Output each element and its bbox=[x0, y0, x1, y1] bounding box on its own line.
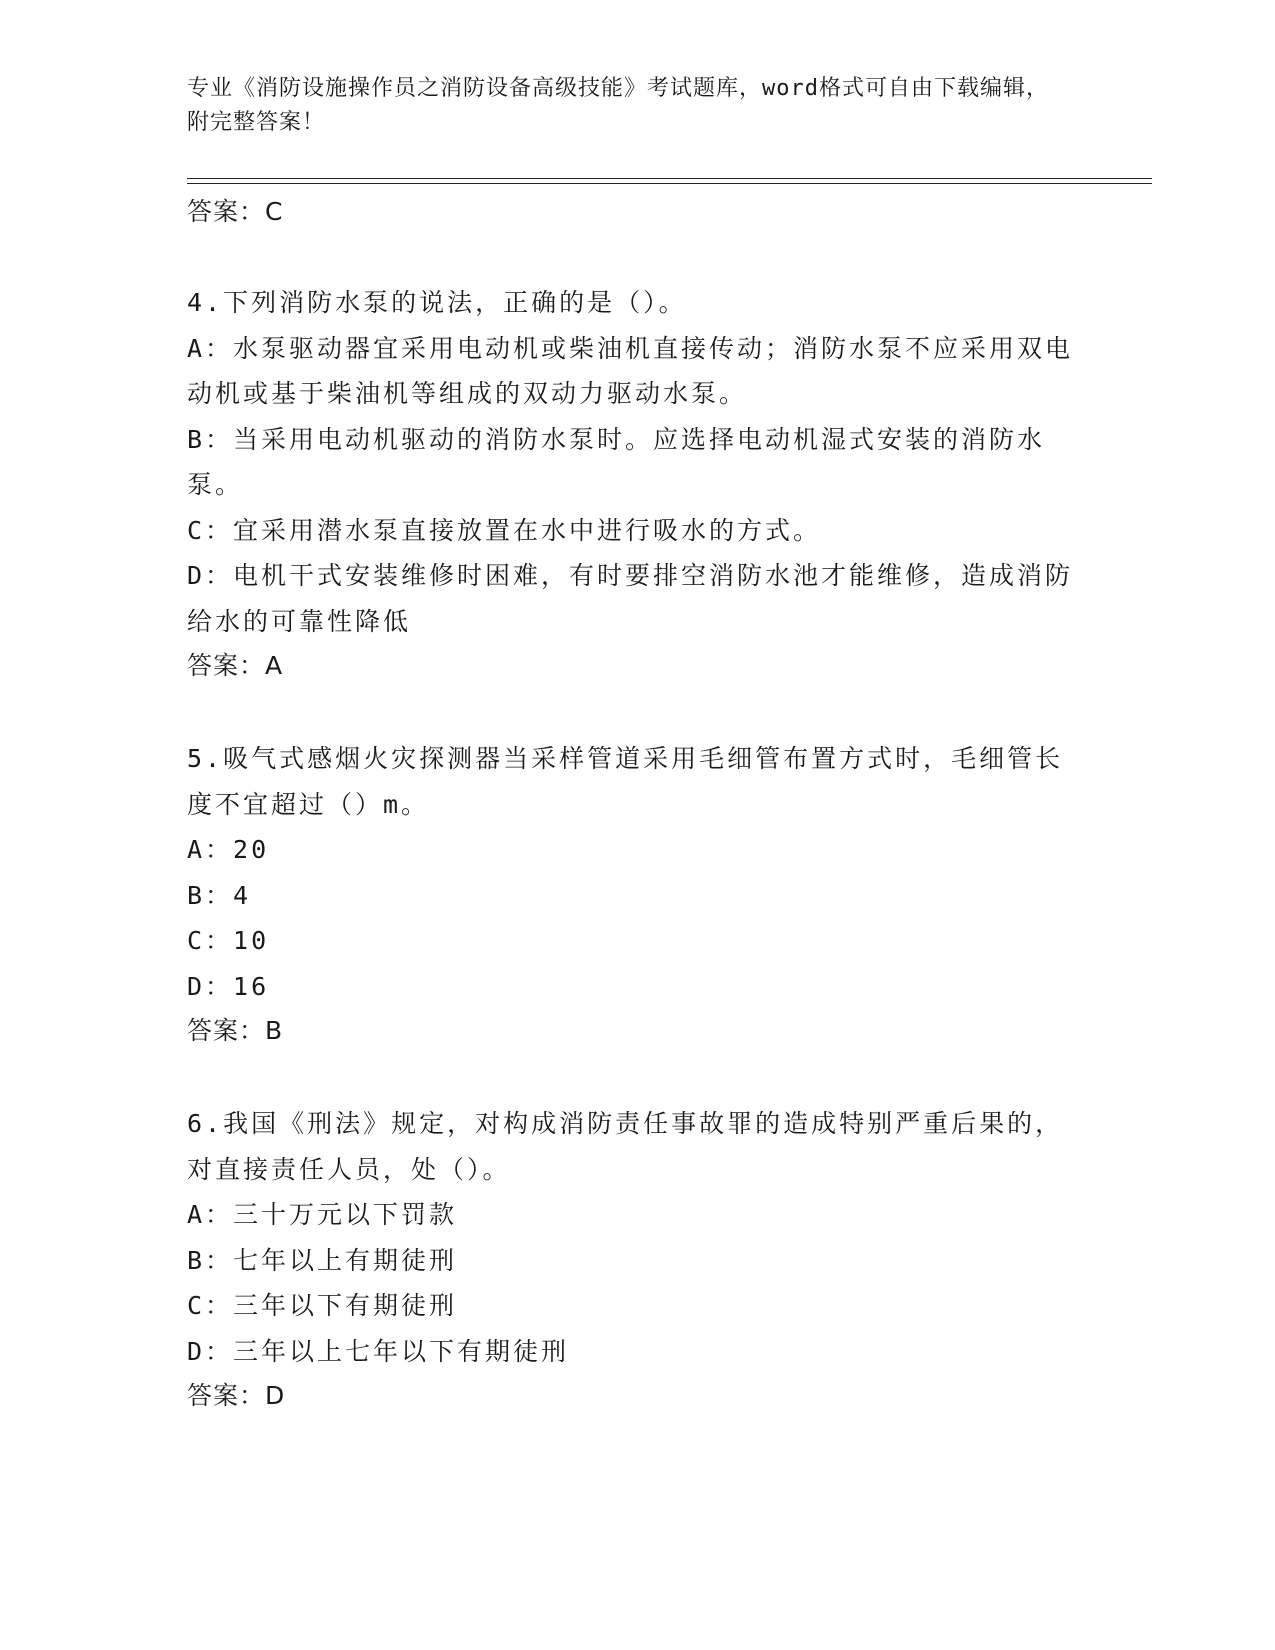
question-text: 5.吸气式感烟火灾探测器当采样管道采用毛细管布置方式时，毛细管长度不宜超过（）m。 bbox=[187, 744, 1064, 819]
answer-line: 答案：A bbox=[187, 651, 284, 680]
option-b: B：4 bbox=[187, 880, 252, 910]
header-rule-bottom bbox=[187, 183, 1152, 184]
question-text: 4.下列消防水泵的说法，正确的是（）。 bbox=[187, 288, 687, 317]
answer-line: 答案：C bbox=[187, 197, 284, 226]
option-a: A：水泵驱动器宜采用电动机或柴油机直接传动；消防水泵不应采用双电动机或基于柴油机等组成的双动力驱动水泵。 bbox=[187, 333, 1074, 408]
option-d: D：16 bbox=[187, 971, 270, 1001]
question-text: 6.我国《刑法》规定，对构成消防责任事故罪的造成特别严重后果的，对直接责任人员，处（）。 bbox=[187, 1109, 1064, 1184]
option-c: C：三年以下有期徒刑 bbox=[187, 1291, 458, 1320]
question-block bbox=[187, 736, 1087, 1053]
option-c: C：宜采用潜水泵直接放置在水中进行吸水的方式。 bbox=[187, 515, 822, 545]
option-b: B：七年以上有期徒刑 bbox=[187, 1245, 458, 1275]
header-rule-top bbox=[187, 178, 1152, 179]
option-d: D：三年以上七年以下有期徒刑 bbox=[187, 1336, 570, 1366]
question-block bbox=[187, 1101, 1087, 1418]
option-d: D：电机干式安装维修时困难，有时要排空消防水池才能维修，造成消防给水的可靠性降低 bbox=[187, 561, 1074, 636]
option-b: B：当采用电动机驱动的消防水泵时。应选择电动机湿式安装的消防水泵。 bbox=[187, 424, 1046, 499]
document-header: 专业《消防设施操作员之消防设备高级技能》考试题库，word格式可自由下载编辑，附完整答案！ bbox=[187, 76, 1049, 135]
answer-line: 答案：D bbox=[187, 1381, 286, 1410]
question-list bbox=[187, 190, 1087, 1466]
option-a: A：20 bbox=[187, 835, 270, 864]
option-a: A：三十万元以下罚款 bbox=[187, 1200, 458, 1229]
option-c: C：10 bbox=[187, 926, 270, 955]
question-block bbox=[187, 280, 1087, 688]
answer-line: 答案：B bbox=[187, 1016, 284, 1045]
